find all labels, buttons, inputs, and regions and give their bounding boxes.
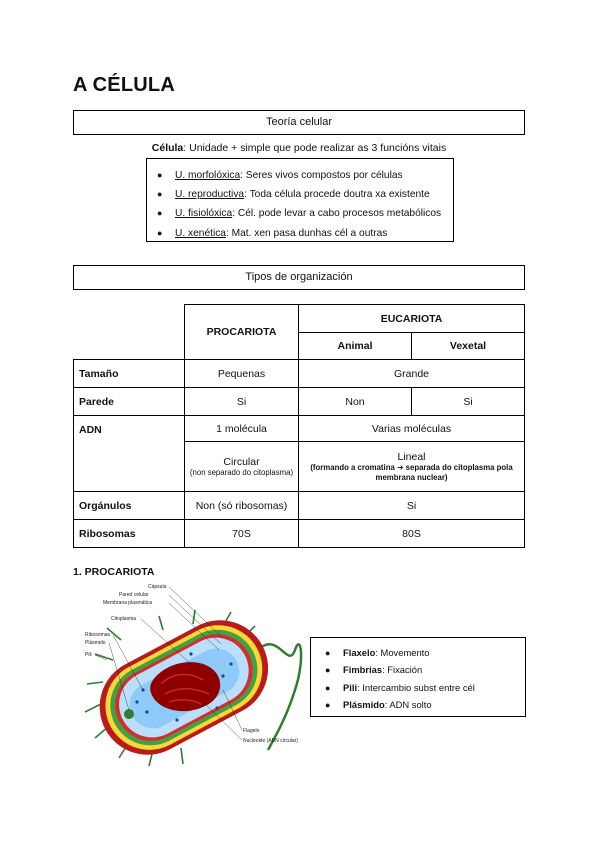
row-label: Orgánulos [74,492,185,520]
table-row [74,416,525,442]
table-cell [185,442,299,492]
bullet-icon: ● [157,170,163,180]
theory-term: U. reproductiva [175,189,245,201]
dna-shape: Circular [223,455,260,468]
label-flagellum: Flagelo [243,728,260,734]
list-item [325,679,525,696]
list-item [157,185,453,204]
plasmid-icon [124,709,134,719]
list-item [325,644,525,661]
table-cell: Non (só ribosomas) [185,492,299,520]
cell-definition-text: : Unidade + simple que pode realizar as 3 funcións vitais [183,142,447,154]
bullet-icon: ● [157,208,163,219]
header-vegetal: Vexetal [412,333,525,360]
list-item [325,661,525,678]
table-cell: Varias moléculas [299,416,525,442]
label-membrane: Membrana plasmática [103,600,153,606]
label-cell-wall: Pared celular [119,592,149,598]
label-cytoplasm: Citoplasma [111,616,137,622]
table-cell [299,442,525,492]
dna-note: (non separado do citoplasma) [189,467,294,477]
theory-text: : Cél. pode levar a cabo procesos metabólicos [232,208,442,220]
bullet-icon: ● [325,700,331,711]
row-label: Tamaño [74,360,185,388]
cell-definition-term: Célula [151,142,184,154]
theory-text: : Mat. xen pasa dunhas cél a outras [225,227,388,239]
prokaryote-cell-diagram [73,580,309,772]
row-label: Parede [74,388,185,416]
cell-definition [73,142,525,154]
legend-term: Flaxelo [343,647,376,658]
bullet-icon: ● [157,227,163,238]
table-row [74,388,525,416]
table-cell: 1 molécula [185,416,299,442]
legend-text: : Movemento [375,647,430,658]
label-ribosomes: Ribosomas [85,632,111,638]
theory-term: U. xenética [175,227,226,239]
cell-theory-header: Teoría celular [73,110,525,135]
prokaryote-legend [310,637,526,717]
legend-term: Plásmido [343,699,385,711]
table-row [74,360,525,388]
page-title: A CÉLULA [73,74,175,96]
bullet-icon: ● [325,648,331,658]
cell-theory-list [146,158,454,242]
label-pili: Pili [85,652,92,658]
table-cell: Pequenas [185,360,299,388]
table-cell: 80S [299,520,525,548]
table-cell: Si [299,492,525,520]
list-item [157,224,453,243]
label-nucleoid: Nucleoide (ADN circular) [243,738,299,744]
header-prokaryote: PROCARIOTA [185,305,299,360]
legend-term: Fimbrias [343,664,383,676]
header-animal: Animal [299,333,412,360]
theory-text: : Toda célula procede doutra xa existente [244,189,430,201]
list-item [157,166,453,185]
table-cell: Non [299,388,412,416]
theory-term: U. fisiolóxica [175,208,233,220]
bullet-icon: ● [157,189,163,200]
header-eukaryote: EUCARIOTA [299,305,525,333]
row-label: ADN [74,416,185,492]
legend-text: : Intercambio subst entre cél [357,681,475,693]
bullet-icon: ● [325,682,331,693]
table-cell: Grande [299,360,525,388]
organization-table [73,304,525,548]
dna-shape: Lineal [397,450,426,463]
label-capsule: Cápsula [148,584,167,590]
section-title: 1. PROCARIOTA [73,566,155,578]
theory-text: : Seres vivos compostos por células [240,170,403,181]
organization-header: Tipos de organización [73,265,525,290]
dna-note: (formando a cromatina ➔ separada do citoplasma pola membrana nuclear) [310,462,513,482]
list-item [325,696,525,713]
table-cell: Si [412,388,525,416]
table-cell: 70S [185,520,299,548]
theory-term: U. morfolóxica [175,170,241,181]
list-item [157,204,453,223]
table-corner [74,305,185,360]
legend-text: : ADN solto [384,699,432,711]
row-label: Ribosomas [74,520,185,548]
label-plasmid: Plásmido [85,640,106,646]
legend-text: : Fixación [382,664,423,676]
table-cell: Si [185,388,299,416]
table-row [74,492,525,520]
table-row [74,520,525,548]
legend-term: Pili [343,681,358,693]
bullet-icon: ● [325,665,331,676]
